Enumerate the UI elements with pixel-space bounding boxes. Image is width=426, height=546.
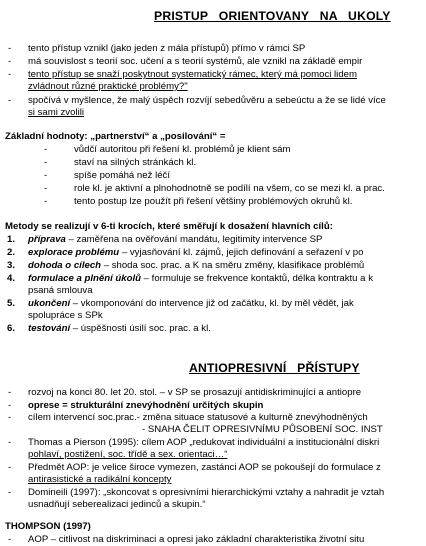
step-name: formulace a plnění úkolů: [28, 273, 142, 284]
step-text: spolupráce s SPk: [28, 310, 103, 321]
step-name: testování: [28, 323, 71, 334]
list-item-text: vůdčí autoritou při řešení kl. problémů je klient sám: [74, 144, 291, 155]
step-number: 2.: [7, 247, 16, 258]
step-number: 5.: [7, 298, 16, 309]
list-item-text: rozvoj na konci 80. let 20. stol. – v SP se prosazují antidiskriminující a antiopre: [28, 387, 362, 398]
step-number: 1.: [7, 234, 16, 245]
bullet-marker: -: [8, 95, 12, 106]
list-item-text: spíše pomáhá než léčí: [74, 170, 170, 181]
list-item-text: usnadňují seberealizaci jedinců a skupin.“: [28, 499, 206, 510]
values-heading: Základní hodnoty: „partnerství“ a „posilování“ =: [5, 131, 226, 142]
step-content: [28, 260, 364, 271]
bullet-marker: -: [8, 534, 12, 545]
step-text: – úspěšnosti úsilí soc. prac. a kl.: [70, 323, 211, 334]
bullet-marker: -: [8, 437, 12, 448]
step-number: 6.: [7, 323, 16, 334]
bullet-marker: -: [8, 387, 12, 398]
step-content: [28, 323, 211, 334]
list-item-text: tento přístup se snaží poskytnout systematický rámec, který má pomoci lidem: [28, 69, 357, 80]
bullet-marker: -: [44, 170, 48, 181]
bullet-marker: -: [44, 144, 48, 155]
list-item-text: si sami zvolili: [28, 107, 84, 118]
list-item-text: tento přístup vznikl (jako jeden z mála přístupů) přímo v rámci SP: [28, 43, 306, 54]
list-item-text: má souvislost s teorií soc. učení a s teorií systémů, ale vznikl na základě empir: [28, 56, 363, 67]
step-text: – zaměřena na ověřování mandátu, legitimity intervence SP: [65, 234, 323, 245]
bullet-marker: -: [8, 487, 12, 498]
list-item-text: cílem intervencí soc.prac.- změna situace statusové a kulturně znevýhodněných: [28, 412, 368, 423]
bullet-marker: -: [8, 400, 12, 411]
list-item-text: zvládnout různé praktické problémy?": [28, 81, 188, 92]
bullet-marker: -: [44, 157, 48, 168]
step-content: [28, 234, 322, 245]
list-item-text: spočívá v myšlence, že malý úspěch rozvíjí sebedůvěru a sebeúctu a že se lidé více: [28, 95, 386, 106]
list-item-text: - SNAHA ČELIT OPRESIVNÍMU PŮSOBENÍ SOC. INST: [142, 424, 383, 435]
step-text: – shoda soc. prac. a K na směru změny, klasifikace problémů: [101, 260, 365, 271]
step-text: – vkomponování do intervence již od začátku, kl. by měl vědět, jak: [70, 298, 354, 309]
methods-heading: Metody se realizují v 6-ti krocích, které směřují k dosažení hlavních cílů:: [5, 221, 333, 232]
section-title-task-oriented: PRISTUP ORIENTOVANY NA UKOLY: [154, 9, 391, 23]
bullet-marker: -: [8, 412, 12, 423]
step-content: [28, 273, 373, 284]
thompson-heading: THOMPSON (1997): [5, 521, 91, 532]
list-item-text: AOP – citlivost na diskriminaci a opresi jako základní charakteristika životní situ: [28, 534, 365, 545]
list-item-text: staví na silných stránkách kl.: [74, 157, 197, 168]
step-text: – formuluje se frekvence kontaktů, délka kontraktu a k: [141, 273, 373, 284]
step-number: 4.: [7, 273, 16, 284]
bullet-marker: -: [8, 56, 12, 67]
step-name: ukončení: [28, 298, 71, 309]
list-item-text: tento postup lze použít při řešení většiny problémových okruhů kl.: [74, 196, 353, 207]
step-name: příprava: [28, 234, 66, 245]
list-item-text: antirasistické a radikální koncepty: [28, 474, 172, 485]
bullet-marker: -: [44, 196, 48, 207]
list-item-text: role kl. je aktivní a plnohodnotně se podílí na všem, co se mezi kl. a prac.: [74, 183, 385, 194]
list-item-text: Domineili (1997): „skoncovat s opresivními hierarchickými vztahy a nahradit je vztah: [28, 487, 385, 498]
bullet-marker: -: [8, 69, 12, 80]
bullet-marker: -: [8, 43, 12, 54]
list-item-text: oprese = strukturální znevýhodnění určitých skupin: [28, 400, 264, 411]
step-name: explorace problému: [28, 247, 120, 258]
step-name: dohoda o cílech: [28, 260, 102, 271]
list-item-text: pohlaví, postižení, soc. třídě a sex. orientaci…“: [28, 449, 228, 460]
section-title-antioppressive: ANTIOPRESIVNÍ PŘÍSTUPY: [189, 361, 360, 375]
step-content: [28, 247, 363, 258]
list-item-text: Thomas a Pierson (1995): cílem AOP „redukovat individuální a institucionální diskri: [28, 437, 380, 448]
step-text: psaná smlouva: [28, 285, 93, 296]
step-content: [28, 298, 354, 309]
step-text: – vyjasňování kl. zájmů, jejich definování a seřazení v po: [119, 247, 364, 258]
bullet-marker: -: [8, 462, 12, 473]
list-item-text: Předmět AOP: je velice široce vymezen, zastánci AOP se pokoušejí do formulace z: [28, 462, 381, 473]
bullet-marker: -: [44, 183, 48, 194]
step-number: 3.: [7, 260, 16, 271]
